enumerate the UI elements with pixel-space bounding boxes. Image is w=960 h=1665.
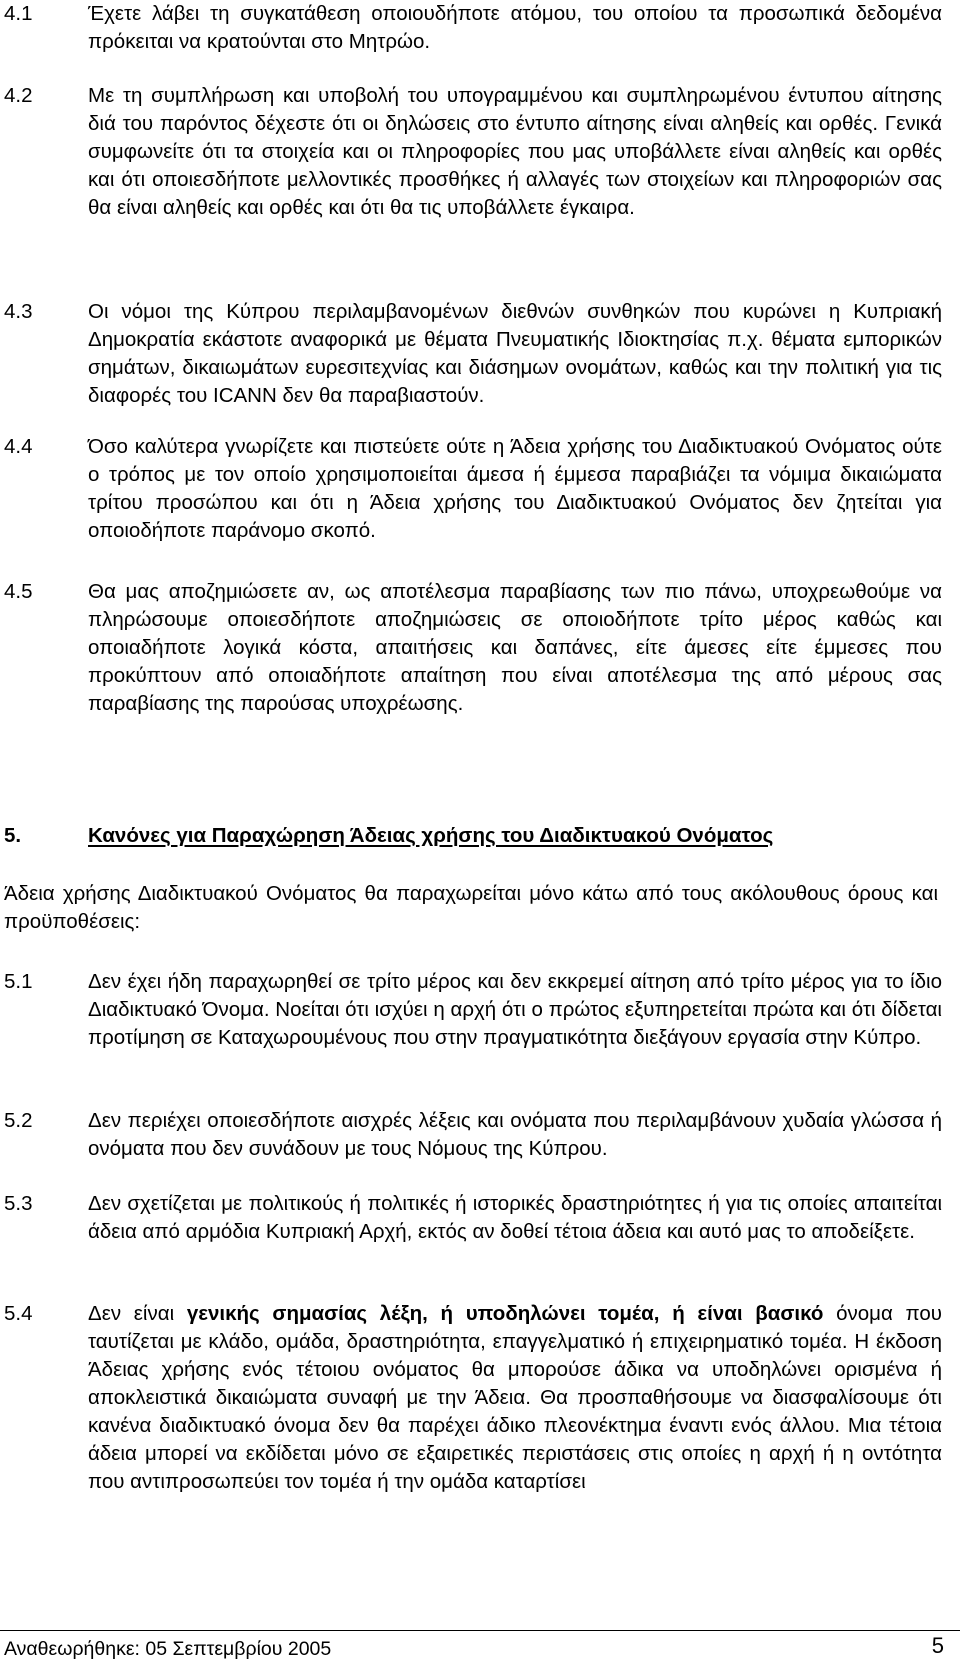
clause-text: Έχετε λάβει τη συγκατάθεση οποιουδήποτε ατόμου, του οποίου τα προσωπικά δεδομένα πρόκειται να κρατούνται στο Μητρώο.: [88, 2, 942, 53]
clause-number: 5.1: [4, 970, 33, 993]
clause-text: Δεν σχετίζεται με πολιτικούς ή πολιτικές ή ιστορικές δραστηριότητες ή για τις οποίες απαιτείται άδεια από αρμόδια Κυπριακή Αρχή, εκτός αν δοθεί τέτοια άδεια και αυτό μας το αποδείξετε.: [88, 1192, 942, 1243]
clause-text: Με τη συμπλήρωση και υποβολή του υπογραμμένου και συμπληρωμένου έντυπου αίτησης διά του παρόντος δέχεστε ότι οι δηλώσεις στο έντυπο αίτησης είναι αληθείς και ορθές. Γενικά συμφωνείτε ότι τα στοιχεία και οι πληροφορίες που μας υποβάλλετε είναι αληθείς και ορθές και ότι οποιεσδήποτε μελλοντικές προσθήκες ή αλλαγές των στοιχείων και πληροφοριών σας θα είναι αληθείς και ορθές και ότι θα τις υποβάλλετε έγκαιρα.: [88, 84, 942, 219]
clause-5-2: [4, 1107, 956, 1163]
section-heading: [4, 822, 944, 852]
clause-4-2: [4, 82, 956, 222]
clause-number: 4.3: [4, 300, 33, 323]
clause-4-1: [4, 0, 956, 56]
clause-text: [88, 1300, 942, 1496]
clause-4-4: [4, 433, 956, 545]
clause-text-bold: γενικής σημασίας λέξη, ή υποδηλώνει τομέα, ή είναι βασικό: [186, 1302, 824, 1325]
footer-divider: [0, 1630, 960, 1631]
clause-4-5: [4, 578, 956, 718]
clause-text: Οι νόμοι της Κύπρου περιλαμβανομένων διεθνών συνθηκών που κυρώνει η Κυπριακή Δημοκρατία εκάστοτε αναφορικά με θέματα Πνευματικής Ιδιοκτησίας π.χ. θέματα εμπορικών σημάτων, δικαιωμάτων ευρεσιτεχνίας και διάσημων ονομάτων, καθώς και την πολιτική για τις διαφορές του ICANN δεν θα παραβιαστούν.: [88, 300, 942, 407]
clause-text: Όσο καλύτερα γνωρίζετε και πιστεύετε ούτε η Άδεια χρήσης του Διαδικτυακού Ονόματος ούτε ο τρόπος με τον οποίο χρησιμοποιείται άμεσα ή έμμεσα παραβιάζει τα νόμιμα δικαιώματα τρίτου προσώπου και ότι η Άδεια χρήσης του Διαδικτυακού Ονόματος δεν ζητείται για οποιοδήποτε παράνομο σκοπό.: [88, 435, 942, 542]
section-title: Κανόνες για Παραχώρηση Άδειας χρήσης του Διαδικτυακού Ονόματος: [88, 824, 774, 847]
clause-text-pre: Δεν είναι: [88, 1302, 187, 1325]
clause-number: 4.2: [4, 84, 33, 107]
page-number: 5: [931, 1633, 944, 1658]
clause-4-3: [4, 298, 956, 410]
clause-number: 5.4: [4, 1302, 33, 1325]
section-intro: Άδεια χρήσης Διαδικτυακού Ονόματος θα παραχωρείται μόνο κάτω από τους ακόλουθους όρους και προϋποθέσεις:: [4, 882, 938, 933]
clause-5-3: [4, 1190, 956, 1246]
clause-number: 5.3: [4, 1192, 33, 1215]
clause-number: 5.2: [4, 1109, 33, 1132]
section-number: 5.: [4, 824, 22, 847]
clause-text: Δεν έχει ήδη παραχωρηθεί σε τρίτο μέρος και δεν εκκρεμεί αίτηση από τρίτο μέρος για το ίδιο Διαδικτυακό Όνομα. Νοείται ότι ισχύει η αρχή ότι ο πρώτος εξυπηρετείται πρώτα και ότι δίδεται προτίμηση σε Καταχωρουμένους που στην πραγματικότητα διεξάγουν εργασία στην Κύπρο.: [88, 970, 942, 1049]
clause-number: 4.5: [4, 580, 33, 603]
clause-5-4: [4, 1300, 956, 1496]
clause-text-post: όνομα που ταυτίζεται με κλάδο, ομάδα, δραστηριότητα, επαγγελματικό ή επιχειρηματικό τομέα. Η έκδοση Άδειας χρήσης ενός τέτοιου ονόματος θα μπορούσε άδικα να υποδηλώνει ορισμένα ή αποκλειστικά δικαιώματα συναφή με την Άδεια. Θα προσπαθήσουμε να διασφαλίσουμε ότι κανένα διαδικτυακό όνομα δεν θα παρέχει άδικο πλεονέκτημα έναντι ενός άλλου. Μια τέτοια άδεια μπορεί να εκδίδεται μόνο σε εξαιρετικές περιστάσεις στις οποίες η αρχή ή η οντότητα που αντιπροσωπεύει τον τομέα ή την ομάδα καταρτίσει: [88, 1302, 942, 1493]
clause-text: Θα μας αποζημιώσετε αν, ως αποτέλεσμα παραβίασης των πιο πάνω, υποχρεωθούμε να πληρώσουμε οποιεσδήποτε αποζημιώσεις σε οποιοδήποτε τρίτο μέρος καθώς και οποιαδήποτε λογικά κόστα, απαιτήσεις και δαπάνες, είτε άμεσες είτε έμμεσες που προκύπτουν από οποιαδήποτε απαίτηση που είναι αποτέλεσμα της από μέρους σας παραβίασης της παρούσας υποχρέωσης.: [88, 580, 942, 715]
clause-number: 4.4: [4, 435, 33, 458]
clause-number: 4.1: [4, 2, 33, 25]
footer-revision-date: Αναθεωρήθηκε: 05 Σεπτεμβρίου 2005: [4, 1638, 332, 1660]
clause-text: Δεν περιέχει οποιεσδήποτε αισχρές λέξεις και ονόματα που περιλαμβάνουν χυδαία γλώσσα ή ονόματα που δεν συνάδουν με τους Νόμους της Κύπρου.: [88, 1109, 942, 1160]
clause-5-1: [4, 968, 956, 1052]
